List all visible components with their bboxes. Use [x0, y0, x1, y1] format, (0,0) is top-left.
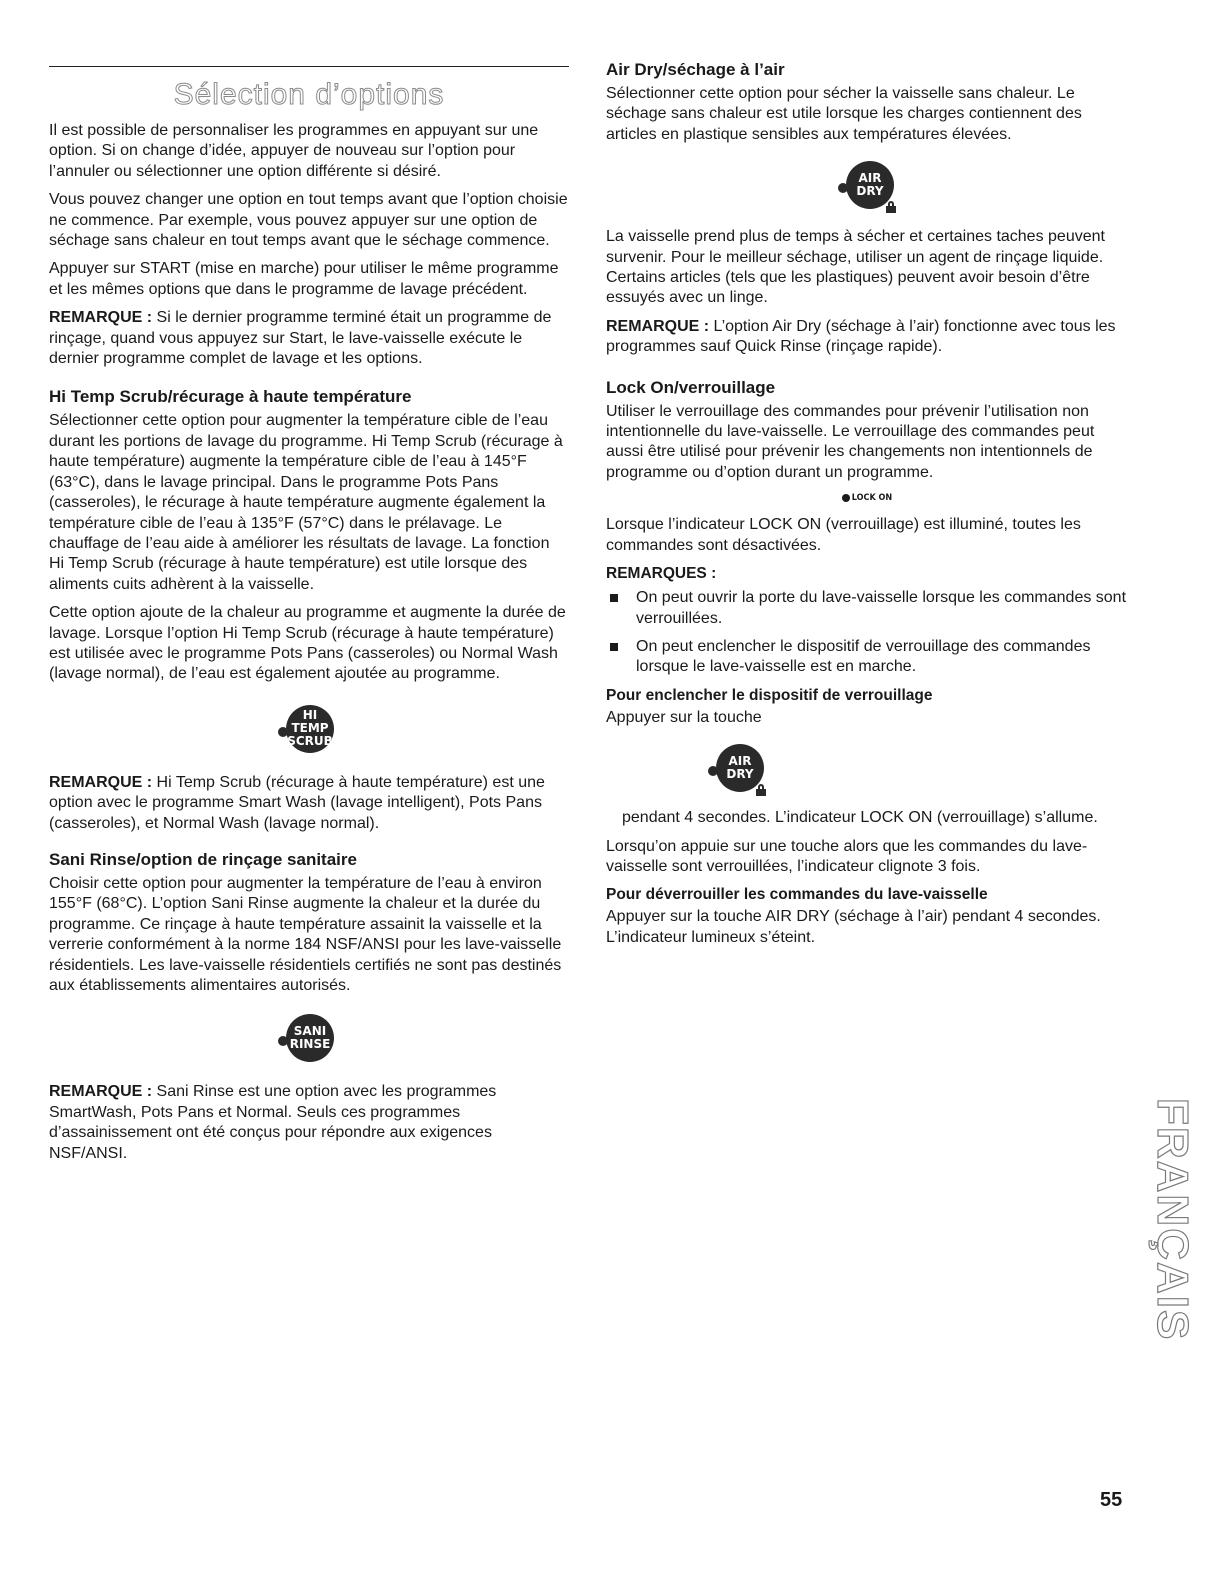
engage-heading: Pour enclencher le dispositif de verrouillage [606, 686, 933, 704]
list-item-text: On peut enclencher le dispositif de verrouillage des commandes lorsque le lave-vaisselle est en marche. [636, 637, 1091, 676]
airdry-heading: Air Dry/séchage à l’air [606, 60, 785, 79]
hitemp-heading: Hi Temp Scrub/récurage à haute température [49, 387, 412, 407]
engage-paragraph-3: Lorsqu’on appuie sur une touche alors que les commandes du lave-vaisselle sont verrouillées, l’indicateur clignote 3 fois. [606, 837, 1088, 875]
engage-paragraph-2: pendant 4 secondes. L’indicateur LOCK ON (verrouillage) s’allume. [622, 809, 1098, 827]
air-button-line2: DRY [726, 767, 754, 782]
hitemp-button-figure [49, 703, 569, 757]
sani-note [49, 1082, 569, 1164]
hitemp-paragraph-1: Sélectionner cette option pour augmenter la température cible de l’eau durant les portions de lavage du programme. Hi Temp Scrub (récurage à haute température) augmente la température cible de l’eau à 145°F (63°C), dans le lavage principal. Dans le programme Pots Pans (casseroles), le récurage à haute température augmente également la température cible de l’eau à 135°F (57°C) dans le prélavage. Le chauffage de l’eau aide à améliorer les résultats de lavage. La fonction Hi Temp Scrub (récurage à haute température) est utile lorsque des aliments cuits adhèrent à la vaisselle. [49, 412, 563, 593]
list-item [606, 637, 1128, 678]
page-number: 55 [1100, 1489, 1123, 1511]
bullet-icon [610, 643, 618, 651]
page-title: Sélection d’options [173, 78, 445, 111]
air-dry-button-icon [708, 742, 770, 796]
sani-paragraph-1: Choisir cette option pour augmenter la température de l’eau à environ 155°F (68°C). L’option Sani Rinse augmente la chaleur et la durée du programme. Ce rinçage à haute température assainit la vaisselle et la verrerie conformément à la norme 184 NSF/ANSI pour les lave-vaisselle résidentiels. Les lave-vaisselle résidentiels certifiés ne sont pas destinés aux établissements alimentaires autorisés. [49, 874, 562, 994]
air-button-line1: AIR [728, 754, 752, 769]
lock-icon [886, 201, 896, 213]
hitemp-button-face [286, 705, 334, 753]
right-column [606, 60, 1128, 956]
lock-heading: Lock On/verrouillage [606, 377, 776, 397]
air-dry-button-icon [838, 159, 900, 213]
remarques-label: REMARQUES : [606, 565, 717, 583]
language-label: FRANÇAIS [1148, 1098, 1197, 1342]
hitemp-button-line1: HI TEMP [291, 708, 329, 736]
hitemp-button-line2: SCRUB [287, 734, 333, 749]
bullet-icon [610, 594, 618, 602]
lock-paragraph-1: Utiliser le verrouillage des commandes pour prévenir l’utilisation non intentionnelle du lave-vaisselle. Le verrouillage des commandes peut aussi être utilisé pour prévenir les changements non intentionnels de programme ou d’option durant un programme. [606, 402, 1095, 481]
note-label: REMARQUE : [49, 773, 153, 791]
note-label: REMARQUE : [606, 317, 710, 335]
air-button-line1: AIR [858, 171, 882, 186]
sani-note-text: Sani Rinse est une option avec les programmes SmartWash, Pots Pans et Normal. Seuls ces programmes d’assainissement ont été conçus pour répondre aux exigences NSF/ANSI. [49, 1083, 497, 1162]
sani-button-face [286, 1014, 334, 1062]
intro-paragraph-1: Il est possible de personnaliser les programmes en appuyant sur une option. Si on change d’idée, appuyer de nouveau sur l’option pour l’annuler ou sélectionner une option différente si désiré. [49, 122, 539, 180]
intro-paragraph-2: Vous pouvez changer une option en tout temps avant que l’option choisie ne commence. Par exemple, vous pouvez appuyer sur une option de séchage sans chaleur en tout temps avant que le séchage commence. [49, 191, 568, 250]
intro-note [49, 308, 569, 369]
airdry-note [606, 317, 1128, 358]
intro-paragraph-3: Appuyer sur START (mise en marche) pour utiliser le même programme et les mêmes options que dans le programme de lavage précédent. [49, 260, 559, 298]
lock-paragraph-2: Lorsque l’indicateur LOCK ON (verrouillage) est illuminé, toutes les commandes sont désactivées. [606, 516, 1081, 554]
sani-button-line1: SANI [293, 1024, 327, 1039]
engage-button-figure [606, 742, 1128, 796]
lock-on-label: LOCK ON [851, 493, 893, 504]
list-item-text: On peut ouvrir la porte du lave-vaisselle lorsque les commandes sont verrouillées. [636, 589, 1127, 627]
indicator-light-icon [842, 494, 850, 502]
unlock-heading: Pour déverrouiller les commandes du lave-vaisselle [606, 886, 988, 904]
airdry-button-figure [606, 159, 1128, 213]
intro-note-text: Si le dernier programme terminé était un programme de rinçage, quand vous appuyez sur Start, le lave-vaisselle exécute le dernier programme complet de lavage et les options. [49, 309, 552, 368]
airdry-note-text: L’option Air Dry (séchage à l’air) fonctionne avec tous les programmes sauf Quick Rinse (rinçage rapide). [606, 317, 1116, 356]
lock-icon [756, 784, 766, 796]
title-rule [49, 66, 569, 67]
note-label: REMARQUE : [49, 309, 153, 327]
hitemp-paragraph-2: Cette option ajoute de la chaleur au programme et augmente la durée de lavage. Lorsque l’option Hi Temp Scrub (récurage à haute température) est utilisée avec le programme Pots Pans (casseroles) ou Normal Wash (lavage normal), de l’eau est également ajoutée au programme. [49, 604, 566, 683]
hitemp-note [49, 773, 569, 834]
sani-button-line2: RINSE [289, 1037, 331, 1052]
remarques-list [606, 588, 1128, 678]
list-item [606, 588, 1128, 629]
language-side-tab [1142, 1085, 1202, 1355]
sani-button-figure [49, 1012, 569, 1066]
note-label: REMARQUE : [49, 1083, 153, 1101]
air-button-line2: DRY [856, 184, 884, 199]
hitemp-note-text: Hi Temp Scrub (récurage à haute température) est une option avec le programme Smart Wash (lavage intelligent), Pots Pans (casseroles), et Normal Wash (lavage normal). [49, 773, 545, 832]
airdry-paragraph-2: La vaisselle prend plus de temps à sécher et certaines taches peuvent survenir. Pour le meilleur séchage, utiliser un agent de rinçage liquide. Certains articles (tels que les plastiques) peuvent avoir besoin d’être essuyés avec un linge. [606, 228, 1105, 307]
lock-on-indicator [606, 493, 1128, 503]
sani-rinse-button-icon [278, 1012, 340, 1066]
left-column [49, 121, 569, 1172]
unlock-paragraph-1: Appuyer sur la touche AIR DRY (séchage à l’air) pendant 4 secondes. L’indicateur lumineux s’éteint. [606, 908, 1101, 946]
hitemp-scrub-button-icon [278, 703, 340, 757]
engage-paragraph-1: Appuyer sur la touche [606, 708, 762, 726]
sani-heading: Sani Rinse/option de rinçage sanitaire [49, 849, 357, 869]
airdry-paragraph-1: Sélectionner cette option pour sécher la vaisselle sans chaleur. Le séchage sans chaleur est utile lorsque les charges contiennent des articles en plastique sensibles aux températures élevées. [606, 85, 1082, 143]
